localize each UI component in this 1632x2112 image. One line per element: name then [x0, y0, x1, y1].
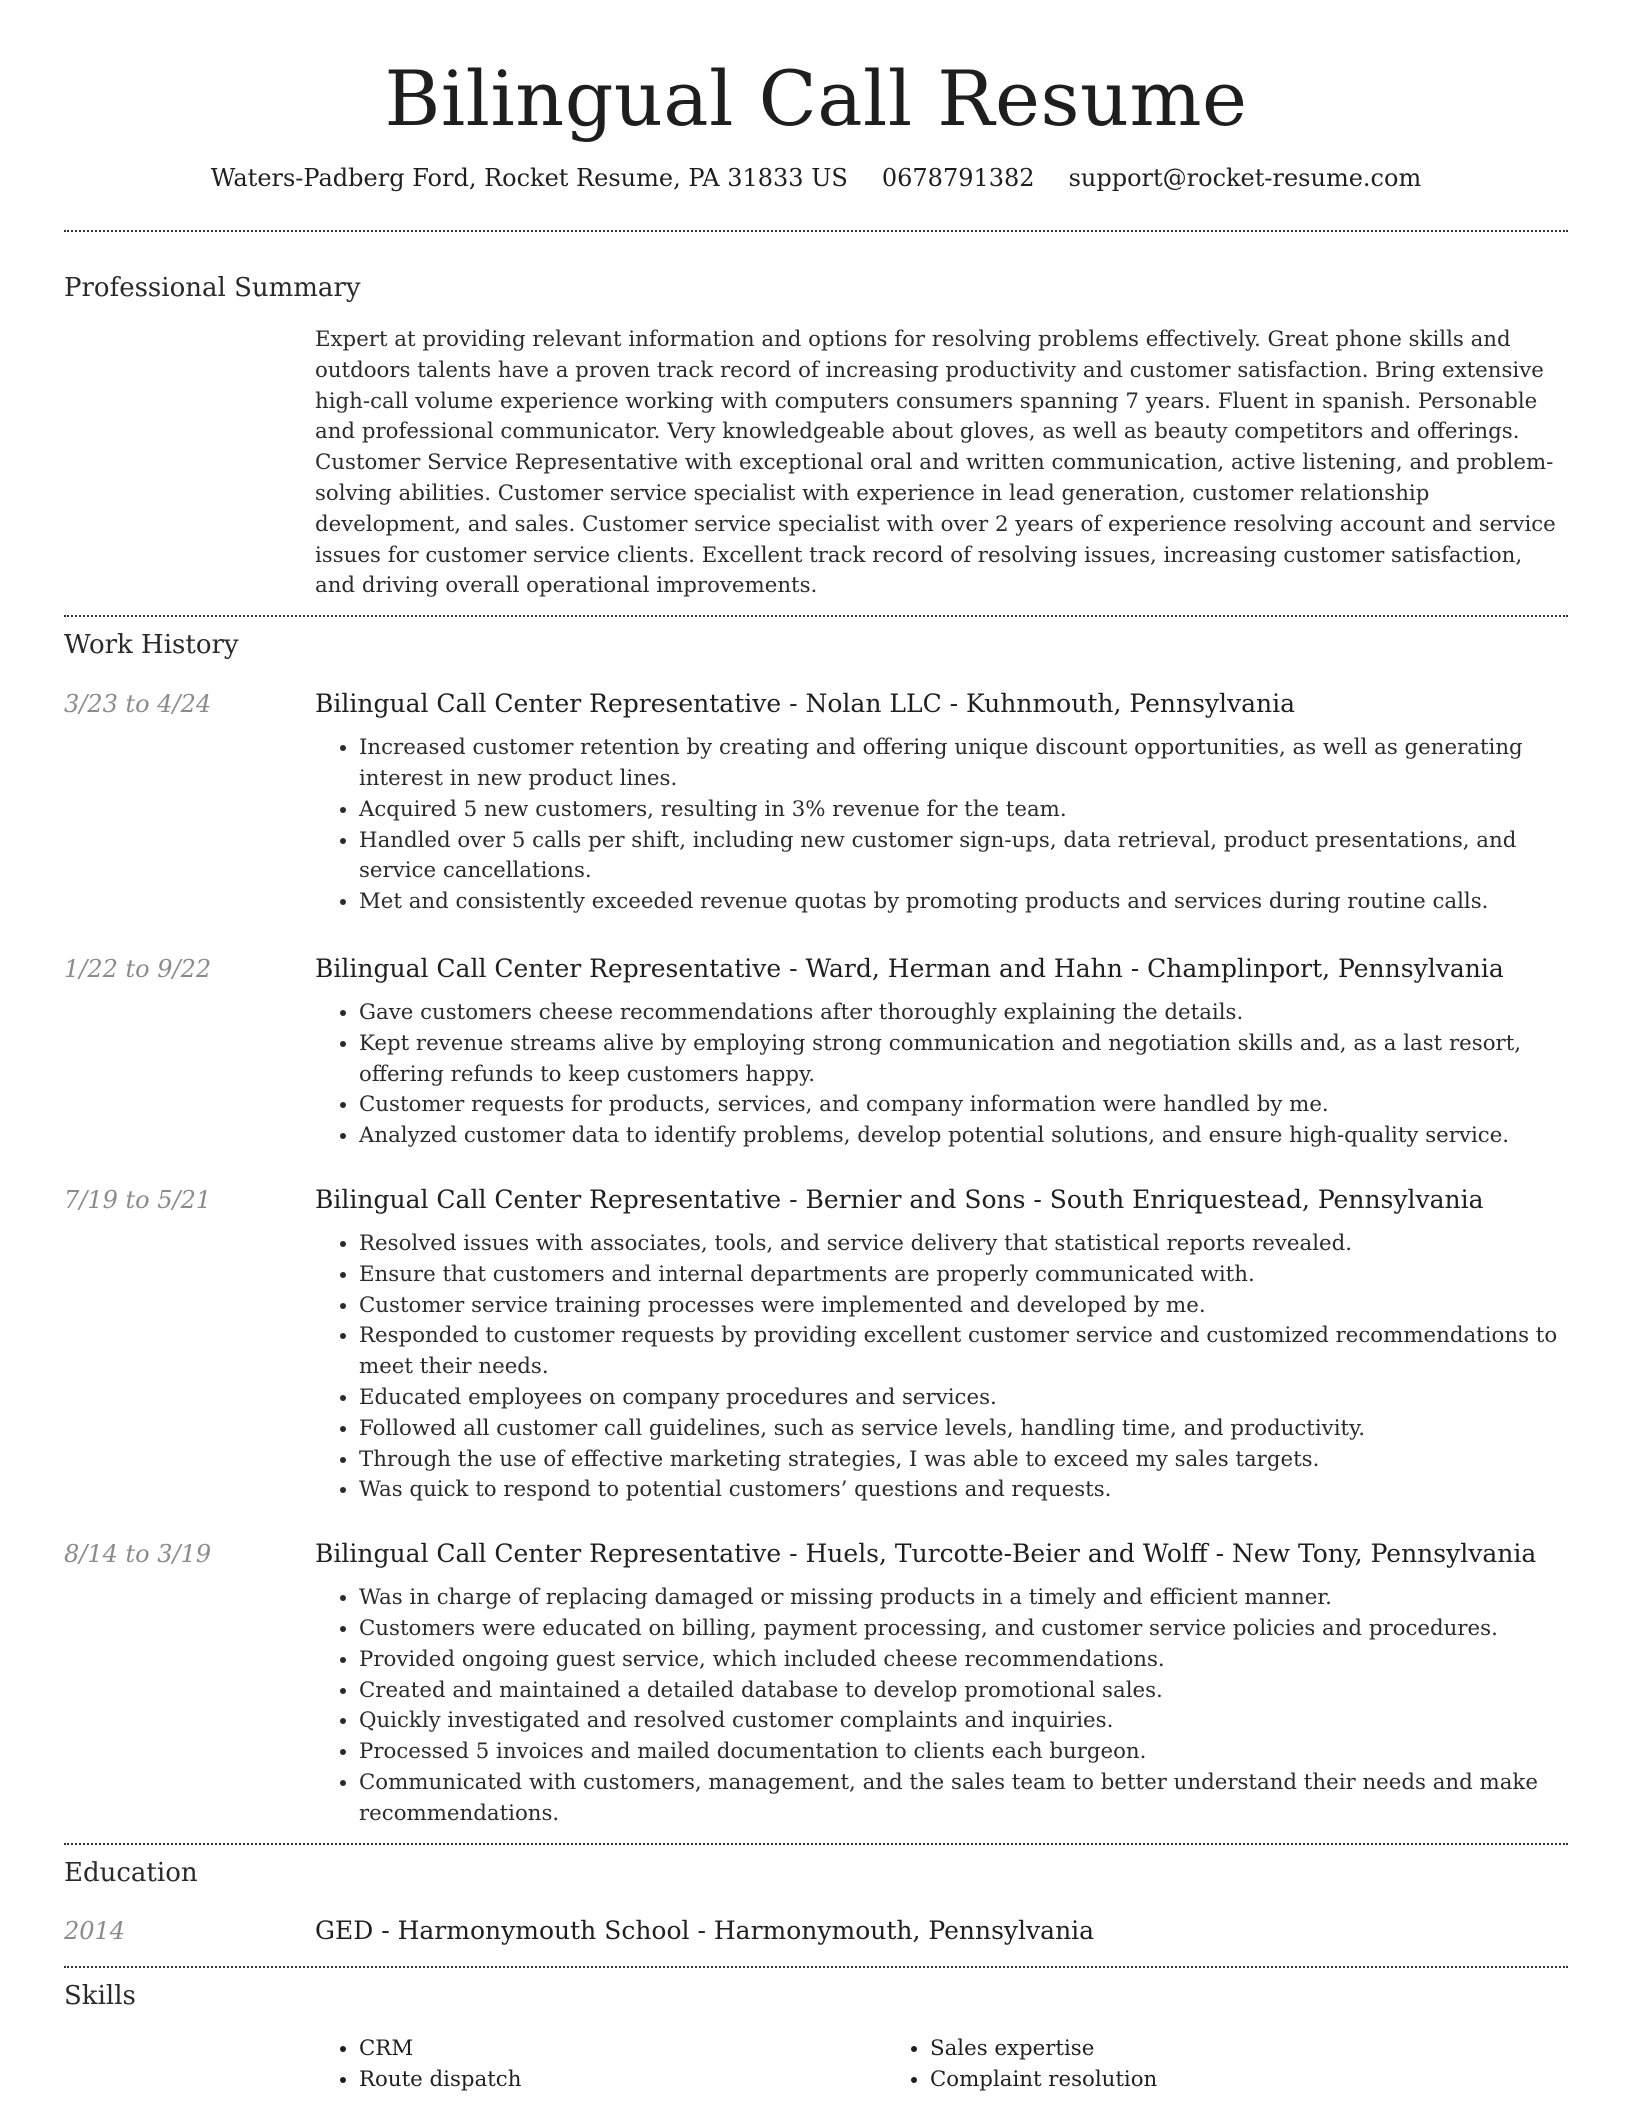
job-bullets [315, 998, 1568, 1152]
list-item: • Resolved issues with associates, tools, and service delivery that statistical reports revealed. [359, 1229, 1568, 1260]
section-title-education: Education [64, 1858, 198, 1889]
contact-email[interactable]: support@rocket-resume.com [1068, 164, 1422, 192]
job-entry [64, 1537, 1568, 1829]
section-title-skills: Skills [64, 1981, 136, 2012]
contact-line [64, 164, 1568, 192]
list-item: • Through the use of effective marketing strategies, I was able to exceed my sales targets. [359, 1445, 1568, 1476]
list-item: • Processed 5 invoices and mailed documentation to clients each burgeon. [359, 1737, 1568, 1768]
summary-text: Expert at providing relevant information and options for resolving problems effectively. Great phone skills and outdoors talents have a proven track record of increasing productivity and customer satisfaction. Bring extensive high-call volume experience working with computers consumers spanning 7 years. Fluent in spanish. Personable and professional communicator. Very knowledgeable about gloves, as well as beauty competitors and offerings. Customer Service Representative with exceptional oral and written communication, active listening, and problem-solving abilities. Customer service specialist with experience in lead generation, customer relationship development, and sales. Customer service specialist with over 2 years of experience resolving account and service issues for customer service clients. Excellent track record of resolving issues, increasing customer satisfaction, and driving overall operational improvements. [315, 327, 1556, 599]
divider [64, 1966, 1568, 1968]
list-item: • Customer requests for products, services, and company information were handled by me. [359, 1090, 1568, 1121]
job-bullets [315, 1583, 1568, 1829]
skills-column-left [315, 2033, 886, 2095]
job-bullets [315, 1229, 1568, 1506]
job-entry [64, 1183, 1568, 1506]
divider [64, 615, 1568, 617]
list-item: • Increased customer retention by creating and offering unique discount opportunities, as well as generating interest in new product lines. [359, 733, 1568, 795]
list-item: • Customers were educated on billing, payment processing, and customer service policies and procedures. [359, 1614, 1568, 1645]
contact-phone[interactable]: 0678791382 [881, 164, 1035, 192]
list-item: • Provided ongoing guest service, which included cheese recommendations. [359, 1645, 1568, 1676]
resume-page [64, 0, 1568, 2095]
list-item: • Educated employees on company procedures and services. [359, 1383, 1568, 1414]
list-item: • Was in charge of replacing damaged or missing products in a timely and efficient manner. [359, 1583, 1568, 1614]
list-item: • Customer service training processes were implemented and developed by me. [359, 1291, 1568, 1322]
divider [64, 230, 1568, 232]
job-title: Bilingual Call Center Representative - Huels, Turcotte-Beier and Wolff - New Tony, Pennsylvania [315, 1539, 1537, 1569]
skills-list [315, 2033, 1568, 2095]
list-item: • Handled over 5 calls per shift, including new customer sign-ups, data retrieval, product presentations, and service cancellations. [359, 826, 1568, 888]
job-dates: 8/14 to 3/19 [64, 1540, 212, 1569]
job-title: Bilingual Call Center Representative - Ward, Herman and Hahn - Champlinport, Pennsylvania [315, 953, 1504, 983]
skill-item: • Sales expertise [930, 2033, 1457, 2064]
job-entry [64, 952, 1568, 1152]
section-title-work-history: Work History [64, 630, 239, 661]
list-item: • Created and maintained a detailed database to develop promotional sales. [359, 1676, 1568, 1707]
job-dates: 7/19 to 5/21 [64, 1185, 212, 1214]
list-item: • Communicated with customers, management, and the sales team to better understand their needs and make recommendations. [359, 1768, 1568, 1830]
education-year: 2014 [64, 1917, 126, 1946]
list-item: • Quickly investigated and resolved customer complaints and inquiries. [359, 1706, 1568, 1737]
job-bullets [315, 733, 1568, 918]
job-dates: 3/23 to 4/24 [64, 690, 212, 719]
list-item: • Acquired 5 new customers, resulting in 3% revenue for the team. [359, 795, 1568, 826]
education-entry [64, 1914, 1568, 1948]
divider [64, 1843, 1568, 1845]
skill-item: • Route dispatch [359, 2064, 886, 2095]
list-item: • Kept revenue streams alive by employing strong communication and negotiation skills and, as a last resort, offering refunds to keep customers happy. [359, 1029, 1568, 1091]
section-title-summary: Professional Summary [64, 273, 361, 303]
list-item: • Ensure that customers and internal departments are properly communicated with. [359, 1260, 1568, 1291]
skill-item: • CRM [359, 2033, 886, 2064]
list-item: • Analyzed customer data to identify problems, develop potential solutions, and ensure high-quality service. [359, 1121, 1568, 1152]
list-item: • Gave customers cheese recommendations after thoroughly explaining the details. [359, 998, 1568, 1029]
resume-title: Bilingual Call Resume [384, 54, 1248, 143]
education-detail: GED - Harmonymouth School - Harmonymouth, Pennsylvania [315, 1916, 1095, 1946]
job-entry [64, 687, 1568, 918]
list-item: • Was quick to respond to potential customers’ questions and requests. [359, 1475, 1568, 1506]
skill-item: • Complaint resolution [930, 2064, 1457, 2095]
list-item: • Met and consistently exceeded revenue quotas by promoting products and services during routine calls. [359, 887, 1568, 918]
skills-column-right [886, 2033, 1457, 2095]
job-dates: 1/22 to 9/22 [64, 954, 212, 983]
job-title: Bilingual Call Center Representative - Bernier and Sons - South Enriquestead, Pennsylvania [315, 1184, 1484, 1214]
job-title: Bilingual Call Center Representative - Nolan LLC - Kuhnmouth, Pennsylvania [315, 689, 1296, 719]
list-item: • Responded to customer requests by providing excellent customer service and customized recommendations to meet their needs. [359, 1321, 1568, 1383]
list-item: • Followed all customer call guidelines, such as service levels, handling time, and productivity. [359, 1414, 1568, 1445]
contact-address: Waters-Padberg Ford, Rocket Resume, PA 31833 US [210, 164, 848, 192]
